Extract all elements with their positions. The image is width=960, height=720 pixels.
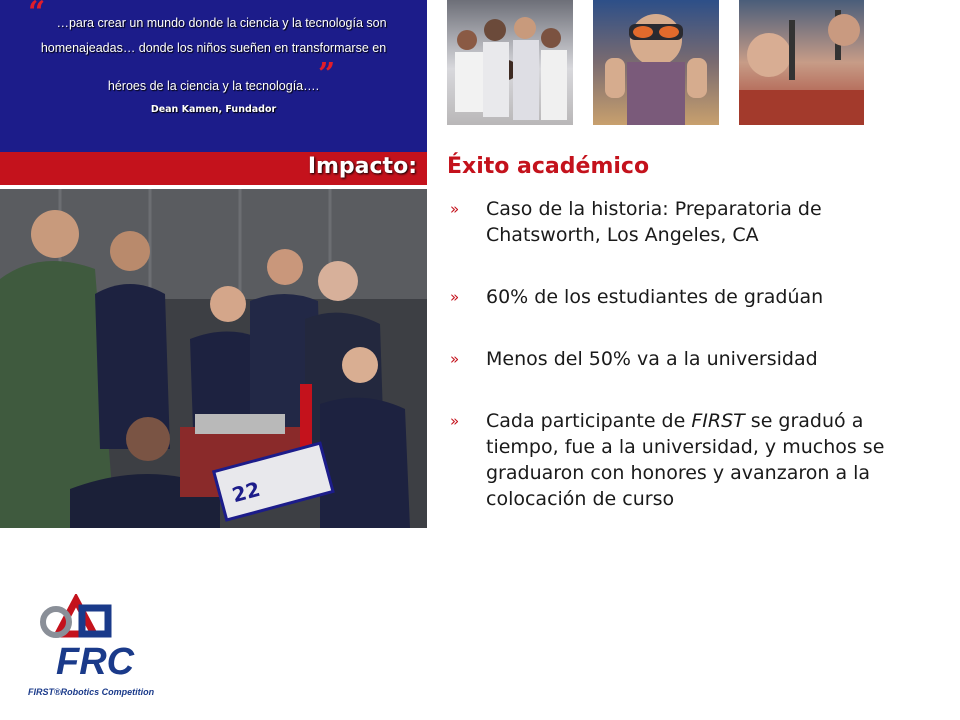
impact-label: Impacto: xyxy=(307,154,417,179)
slide-heading: Éxito académico xyxy=(447,154,650,179)
students-group-photo xyxy=(447,0,573,125)
frc-logo-letters: FRC xyxy=(56,641,135,683)
students-group-illustration xyxy=(447,0,573,125)
student-thumbs-up-photo xyxy=(593,0,719,125)
impact-bar xyxy=(0,152,427,185)
first-emphasis: FIRST xyxy=(691,410,745,432)
bullet-text: Caso de la historia: Preparatoria de Chatsworth, Los Angeles, CA xyxy=(486,198,822,246)
bullet-text-pre: Cada participante de xyxy=(486,410,692,432)
team-photo xyxy=(0,189,427,528)
students-working-illustration xyxy=(739,0,864,125)
bullet-text: Menos del 50% va a la universidad xyxy=(486,348,818,370)
quote-line-1: …para crear un mundo donde la ciencia y la tecnología son xyxy=(56,16,387,30)
bullet-list xyxy=(450,196,940,512)
student-thumbs-up-illustration xyxy=(593,0,719,125)
frc-logo-caption: FIRST®Robotics Competition xyxy=(28,687,155,697)
close-quote-mark: ” xyxy=(318,57,336,92)
frc-logo-mark xyxy=(28,594,162,686)
students-working-photo xyxy=(739,0,864,125)
svg-text:22: 22 xyxy=(229,476,263,508)
bullet-item xyxy=(450,284,940,310)
team-photo-illustration xyxy=(0,189,427,528)
bullet-item xyxy=(450,346,940,372)
bullet-marker: » xyxy=(450,200,460,218)
quote-line-3: héroes de la ciencia y la tecnología…. xyxy=(107,79,320,93)
bullet-marker: » xyxy=(450,350,460,368)
bullet-marker: » xyxy=(450,288,460,306)
bullet-item xyxy=(450,196,940,248)
quote-line-2: homenajeadas… donde los niños sueñen en transformarse en xyxy=(40,41,387,55)
frc-logo xyxy=(28,594,162,700)
bullet-marker: » xyxy=(450,412,460,430)
quote-author: Dean Kamen, Fundador xyxy=(150,104,277,115)
bullet-item xyxy=(450,408,940,512)
quote-box xyxy=(0,0,427,152)
open-quote-mark: “ xyxy=(28,0,46,30)
bullet-text-post: se graduó a tiempo, fue a la universidad, y muchos se graduaron con honores y avanzaron a la colocación de curso xyxy=(486,410,885,510)
bullet-text: 60% de los estudiantes de gradúan xyxy=(486,286,824,308)
